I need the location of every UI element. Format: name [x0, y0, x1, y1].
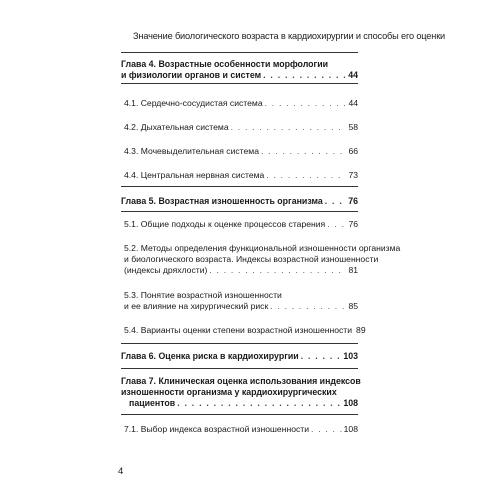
toc-entry-title: изношенности организма у кардиохирургических — [121, 387, 337, 397]
toc-entry-title: Глава 4. Возрастные особенности морфологии — [121, 59, 329, 69]
toc-page-number: 44 — [348, 70, 358, 80]
toc-entry-title: 4.2. Дыхательная система — [124, 122, 229, 132]
toc-page-number: 103 — [343, 351, 358, 361]
running-header: Значение биологического возраста в кардиохирургии и способы его оценки — [133, 31, 446, 41]
toc-entry-title: 4.3. Мочевыделительная система — [124, 146, 259, 156]
separator-line — [121, 414, 358, 415]
dot-leader — [231, 122, 347, 133]
toc-entry-title: Глава 5. Возрастная изношенность организма — [121, 196, 323, 206]
dot-leader — [261, 146, 346, 157]
toc-section-4-1[interactable] — [124, 98, 358, 109]
toc-chapter-7[interactable] — [121, 376, 361, 409]
toc-page-number: 66 — [348, 146, 358, 156]
toc-page-number: 108 — [343, 398, 358, 408]
toc-page-number: 108 — [343, 424, 358, 434]
toc-page-number: 89 — [356, 325, 366, 335]
toc-section-5-4[interactable] — [124, 325, 366, 336]
toc-entry-title: 5.1. Общие подходы к оценке процессов старения — [124, 219, 326, 229]
toc-section-5-1[interactable] — [124, 219, 358, 230]
dot-leader — [327, 219, 346, 230]
separator-line — [121, 343, 358, 344]
toc-entry-title: и физиологии органов и систем — [121, 70, 262, 80]
dot-leader — [266, 170, 346, 181]
toc-entry-title: и ее влияние на хирургический риск — [124, 301, 269, 311]
toc-section-4-2[interactable] — [124, 122, 358, 133]
dot-leader — [301, 351, 342, 362]
dot-leader — [177, 398, 341, 409]
dot-leader — [270, 301, 346, 312]
toc-entry-title: 7.1. Выбор индекса возрастной изношенности — [124, 424, 310, 434]
separator-line — [121, 211, 358, 212]
page-number: 4 — [118, 466, 124, 477]
separator-line — [121, 52, 358, 53]
toc-page-number: 58 — [348, 122, 358, 132]
toc-section-4-4[interactable] — [124, 170, 358, 181]
toc-page-number: 73 — [348, 170, 358, 180]
toc-page-number: 44 — [348, 98, 358, 108]
toc-entry-title: 4.4. Центральная нервная система — [124, 170, 265, 180]
dot-leader — [311, 424, 342, 435]
toc-entry-title: 5.4. Варианты оценки степени возрастной изношенности — [124, 325, 353, 335]
dot-leader — [325, 196, 346, 207]
toc-page-number: 76 — [348, 196, 358, 206]
toc-entry-title: 5.2. Методы определения функциональной изношенности организма — [124, 243, 401, 253]
toc-chapter-5[interactable] — [121, 196, 358, 207]
dot-leader — [263, 70, 346, 81]
separator-line — [121, 368, 358, 369]
toc-section-4-3[interactable] — [124, 146, 358, 157]
toc-section-5-3[interactable] — [124, 290, 358, 312]
toc-chapter-6[interactable] — [121, 351, 358, 362]
dot-leader — [265, 98, 347, 109]
toc-section-7-1[interactable] — [124, 424, 358, 435]
toc-entry-title: Глава 6. Оценка риска в кардиохирургии — [121, 351, 299, 361]
separator-line — [121, 186, 358, 187]
toc-entry-title: (индексы дряхлости) — [124, 265, 208, 275]
toc-section-5-2[interactable] — [124, 243, 401, 276]
toc-page-number: 85 — [348, 301, 358, 311]
toc-entry-title: и биологического возраста. Индексы возрастной изношенности — [124, 254, 379, 264]
toc-entry-title: Глава 7. Клиническая оценка использования индексов — [121, 376, 361, 386]
toc-page-number: 76 — [348, 219, 358, 229]
toc-entry-title: пациентов — [129, 398, 176, 408]
separator-line — [121, 83, 358, 84]
dot-leader — [209, 265, 346, 276]
toc-entry-title: 4.1. Сердечно-сосудистая система — [124, 98, 263, 108]
toc-chapter-4[interactable] — [121, 59, 358, 81]
toc-entry-title: 5.3. Понятие возрастной изношенности — [124, 290, 282, 300]
toc-page-number: 81 — [348, 265, 358, 275]
